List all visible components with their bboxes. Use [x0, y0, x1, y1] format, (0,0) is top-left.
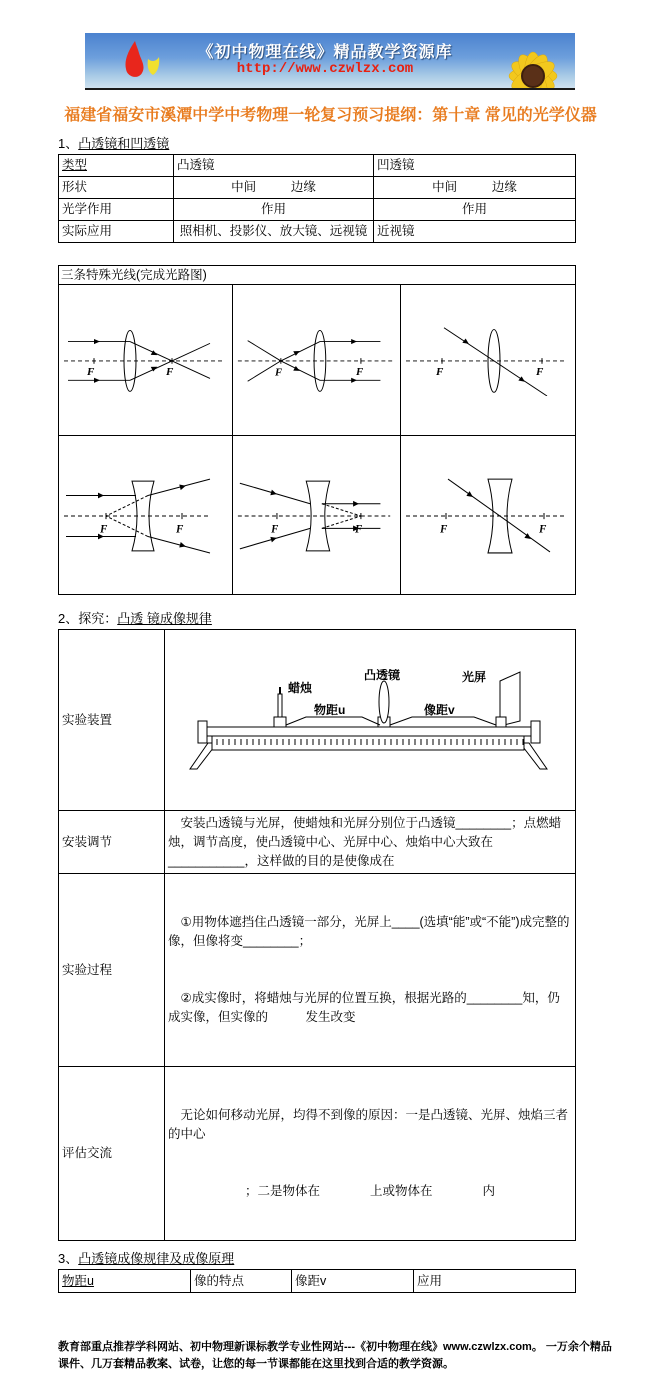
- site-banner: [85, 33, 575, 90]
- optical-bench-diagram: [178, 669, 558, 771]
- page-title: 福建省福安市溪潭中学中考物理一轮复习预习提纲：第十章 常见的光学仪器: [64, 107, 597, 124]
- section1-heading-text: 凸透镜和凹透镜: [78, 136, 170, 151]
- footer-promo-text: 教育部重点推荐学科网站、初中物理新课标教学专业性网站---《初中物理在线》www.czwlzx.com。 一万余个精品课件、几万套精品教案、试卷，让您的每一节课都能在这里找到合适的教学资源。: [58, 1341, 612, 1370]
- cell-apparatus-diagram: [165, 630, 576, 811]
- cell-diagram-convex-center-ray: [401, 285, 576, 436]
- bench-rail: [206, 727, 532, 736]
- cell-convex-header: 凸透镜: [174, 155, 374, 177]
- imaging-rules-table: [58, 1269, 576, 1293]
- table-row: [59, 1270, 576, 1293]
- focal-point-label: F: [356, 366, 364, 378]
- cell-concave-header: 凹透镜: [374, 155, 576, 177]
- cell-type-header: 类型: [59, 155, 174, 177]
- cell-application-convex: 照相机、投影仪、放大镜、远视镜: [174, 221, 374, 243]
- ray-diagram-convex-through-focus: [234, 324, 398, 396]
- focal-point-label: F: [275, 367, 283, 379]
- focal-point-label: F: [355, 523, 363, 536]
- candle-label: 蜡烛: [288, 681, 313, 695]
- cell-image-distance-header: 像距v: [292, 1270, 414, 1293]
- cell-effect-convex: 作用: [174, 199, 374, 221]
- candle: [278, 694, 282, 717]
- banner-site-url[interactable]: http://www.czwlzx.com: [236, 61, 414, 77]
- cell-object-distance-header: 物距u: [59, 1270, 191, 1293]
- cell-application-header: 应用: [414, 1270, 576, 1293]
- focal-point-label: F: [100, 523, 108, 536]
- table-row: [59, 155, 576, 177]
- cell-diagram-concave-center-ray: [401, 436, 576, 595]
- table-row: [59, 221, 576, 243]
- lens-types-table: [58, 154, 576, 243]
- section2-heading-text: 凸透 镜成像规律: [117, 611, 212, 626]
- bench-end-cap: [198, 721, 207, 743]
- section2-number: 2、: [58, 611, 79, 626]
- cell-evaluation-label: 评估交流: [59, 1067, 165, 1241]
- cell-application-label: 实际应用: [59, 221, 174, 243]
- focal-point-label: F: [536, 367, 544, 378]
- banner-site-title: 《初中物理在线》精品教学资源库: [197, 44, 453, 61]
- focal-point-label: F: [539, 523, 547, 536]
- cell-effect-concave: 作用: [374, 199, 576, 221]
- table-row: [59, 436, 576, 595]
- table-row: [59, 177, 576, 199]
- candle-holder: [274, 717, 286, 727]
- cell-image-traits-header: 像的特点: [191, 1270, 292, 1293]
- cell-shape-concave: 中间 边缘: [374, 177, 576, 199]
- image-distance-brace: [390, 717, 496, 725]
- ray-diagram-convex-center-ray: [402, 324, 570, 396]
- cell-optical-effect-label: 光学作用: [59, 199, 174, 221]
- section2-heading: [58, 611, 661, 627]
- lens-label: 凸透镜: [364, 669, 401, 682]
- experiment-table: [58, 629, 576, 1241]
- object-distance-brace: [286, 717, 380, 725]
- object-distance-label: 物距u: [314, 703, 346, 717]
- convex-lens-shape: [379, 681, 389, 723]
- section3-heading: [58, 1251, 661, 1267]
- cell-diagram-convex-parallel: [59, 285, 233, 436]
- bench-ruler-ticks: [212, 736, 524, 750]
- logo-flame-shape: [125, 41, 143, 77]
- cell-setup-label: 安装调节: [59, 811, 165, 874]
- focal-point-label: F: [271, 523, 279, 536]
- special-rays-table: [58, 265, 576, 595]
- table-row: [59, 630, 576, 811]
- special-rays-heading: 三条特殊光线(完成光路图): [59, 266, 576, 285]
- cell-application-concave: 近视镜: [374, 221, 576, 243]
- cell-shape-label: 形状: [59, 177, 174, 199]
- table-row: [59, 1067, 576, 1241]
- section1-heading: [58, 136, 661, 152]
- table-row: [59, 874, 576, 1067]
- cell-diagram-convex-through-focus: [233, 285, 401, 436]
- section3-heading-text: 凸透镜成像规律及成像原理: [78, 1251, 235, 1266]
- bench-end-cap: [531, 721, 540, 743]
- cell-procedure-label: 实验过程: [59, 874, 165, 1067]
- procedure-step-2: ②成实像时，将蜡烛与光屏的位置互换，根据光路的________知，仍成实像，但实像的 发生改变: [168, 991, 560, 1024]
- evaluation-line-2: ；二是物体在 上或物体在 内: [244, 1184, 495, 1198]
- cell-shape-convex: 中间 边缘: [174, 177, 374, 199]
- cell-apparatus-label: 实验装置: [59, 630, 165, 811]
- cell-procedure-text: [165, 874, 576, 1067]
- focal-point-label: F: [436, 367, 444, 378]
- table-row: [59, 266, 576, 285]
- ray-diagram-convex-parallel-rays: [60, 324, 228, 396]
- procedure-step-1: ①用物体遮挡住凸透镜一部分，光屏上____(选填“能”或“不能”)成完整的像，但像将变________；: [168, 915, 570, 948]
- focal-point-label: F: [166, 367, 174, 378]
- cell-diagram-concave-toward-focus: [233, 436, 401, 595]
- screen-label: 光屏: [462, 670, 487, 684]
- focal-point-label: F: [87, 367, 95, 378]
- cell-setup-text: 安装凸透镜与光屏，使蜡烛和光屏分别位于凸透镜________；点燃蜡烛，调节高度，使凸透镜中心、光屏中心、烛焰中心大致在___________，这样做的目的是使像成在: [165, 811, 576, 874]
- cell-diagram-concave-parallel: [59, 436, 233, 595]
- sunflower-image: [495, 44, 567, 90]
- table-row: [59, 285, 576, 436]
- section3-number: 3、: [58, 1251, 79, 1266]
- ray-diagram-concave-toward-focus: [234, 475, 398, 555]
- focal-point-label: F: [176, 523, 184, 536]
- table-row: [59, 199, 576, 221]
- table-row: [59, 811, 576, 874]
- screen-holder: [496, 717, 506, 727]
- focal-point-label: F: [440, 523, 448, 536]
- ray-diagram-concave-center-ray: [402, 475, 570, 555]
- cell-evaluation-text: [165, 1067, 576, 1241]
- image-distance-label: 像距v: [424, 703, 455, 717]
- evaluation-line-1: 无论如何移动光屏，均得不到像的原因：一是凸透镜、光屏、烛焰三者的中心: [168, 1108, 569, 1141]
- section2-prefix: 探究：: [78, 611, 118, 626]
- section1-number: 1、: [58, 136, 79, 151]
- ray-diagram-concave-parallel-rays: [60, 475, 228, 555]
